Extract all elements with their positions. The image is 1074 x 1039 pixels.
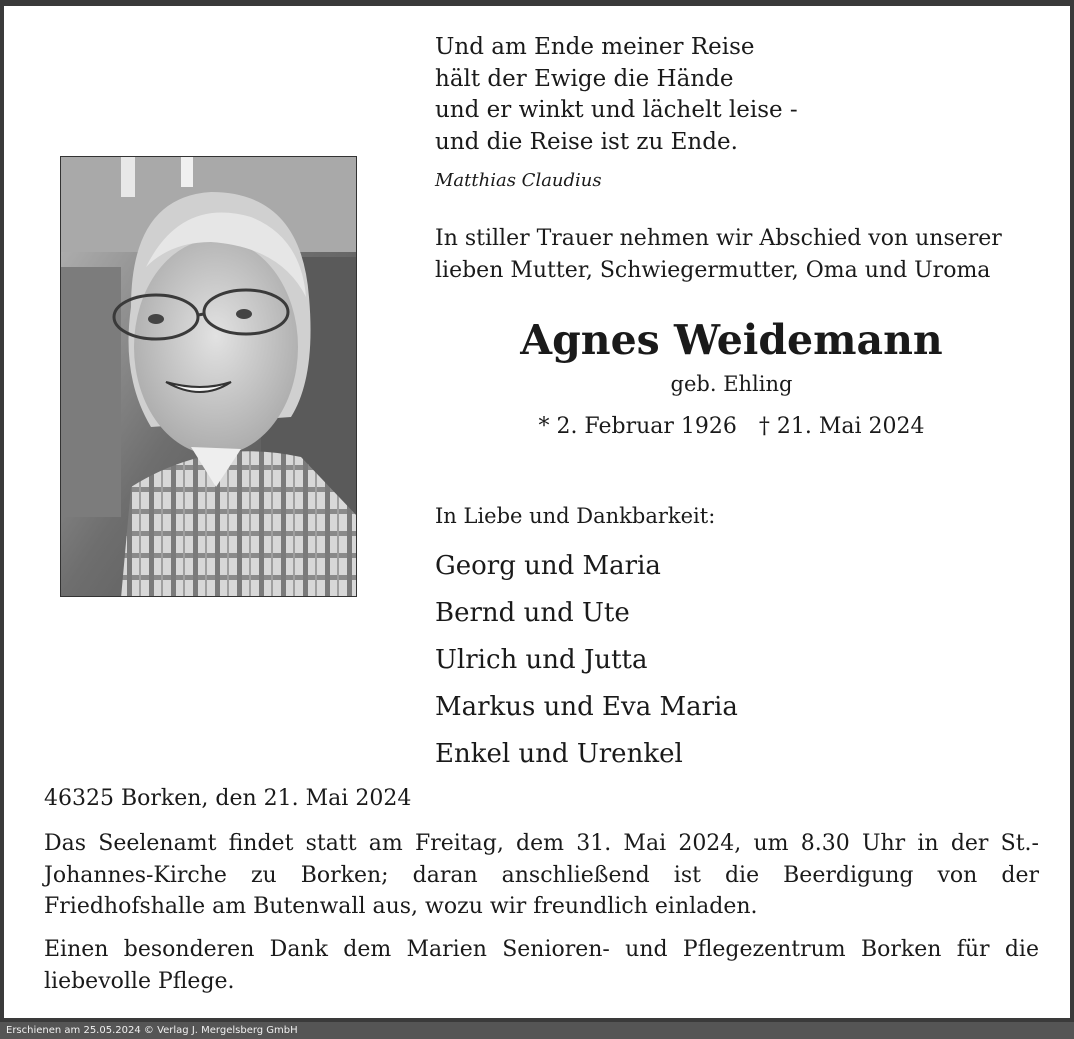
place-date: 46325 Borken, den 21. Mai 2024 xyxy=(44,786,412,811)
love-line: In Liebe und Dankbarkeit: xyxy=(435,504,716,528)
poem xyxy=(435,32,798,158)
death-date: † 21. Mai 2024 xyxy=(758,414,925,439)
publication-footer: Erschienen am 25.05.2024 © Verlag J. Mergelsberg GmbH xyxy=(0,1022,1074,1039)
portrait-photo-image xyxy=(61,157,357,597)
mourner-item: Markus und Eva Maria xyxy=(435,692,738,722)
thanks-paragraph: Einen besonderen Dank dem Marien Senioren- und Pflegezentrum Borken für die liebevolle Pflege. xyxy=(44,937,1039,994)
intro-line: In stiller Trauer nehmen wir Abschied von unserer xyxy=(435,226,1002,251)
mourner-item: Georg und Maria xyxy=(435,551,661,581)
mourner-item: Enkel und Urenkel xyxy=(435,739,683,769)
poem-line: und die Reise ist zu Ende. xyxy=(435,128,738,155)
poem-line: und er winkt und lächelt leise - xyxy=(435,97,798,123)
intro-line: lieben Mutter, Schwiegermutter, Oma und Uroma xyxy=(435,258,991,283)
life-dates xyxy=(435,414,1028,439)
maiden-name: geb. Ehling xyxy=(670,372,793,396)
mourner-item: Ulrich und Jutta xyxy=(435,645,648,675)
poem-author: Matthias Claudius xyxy=(435,170,602,191)
service-paragraph: Das Seelenamt findet statt am Freitag, dem 31. Mai 2024, um 8.30 Uhr in der St.-Johannes-Kirche zu Borken; daran anschließend ist die Beerdigung von der Friedhofshalle am Butenwall aus, wozu wir freundlich einladen. xyxy=(44,831,1039,919)
poem-line: hält der Ewige die Hände xyxy=(435,65,734,92)
deceased-name: Agnes Weidemann xyxy=(520,316,943,364)
poem-line: Und am Ende meiner Reise xyxy=(435,34,755,60)
mourners-list xyxy=(435,546,738,781)
birth-date: * 2. Februar 1926 xyxy=(538,414,737,439)
mourner-item: Bernd und Ute xyxy=(435,598,630,628)
intro-text xyxy=(435,223,1002,287)
portrait-photo xyxy=(60,156,357,597)
